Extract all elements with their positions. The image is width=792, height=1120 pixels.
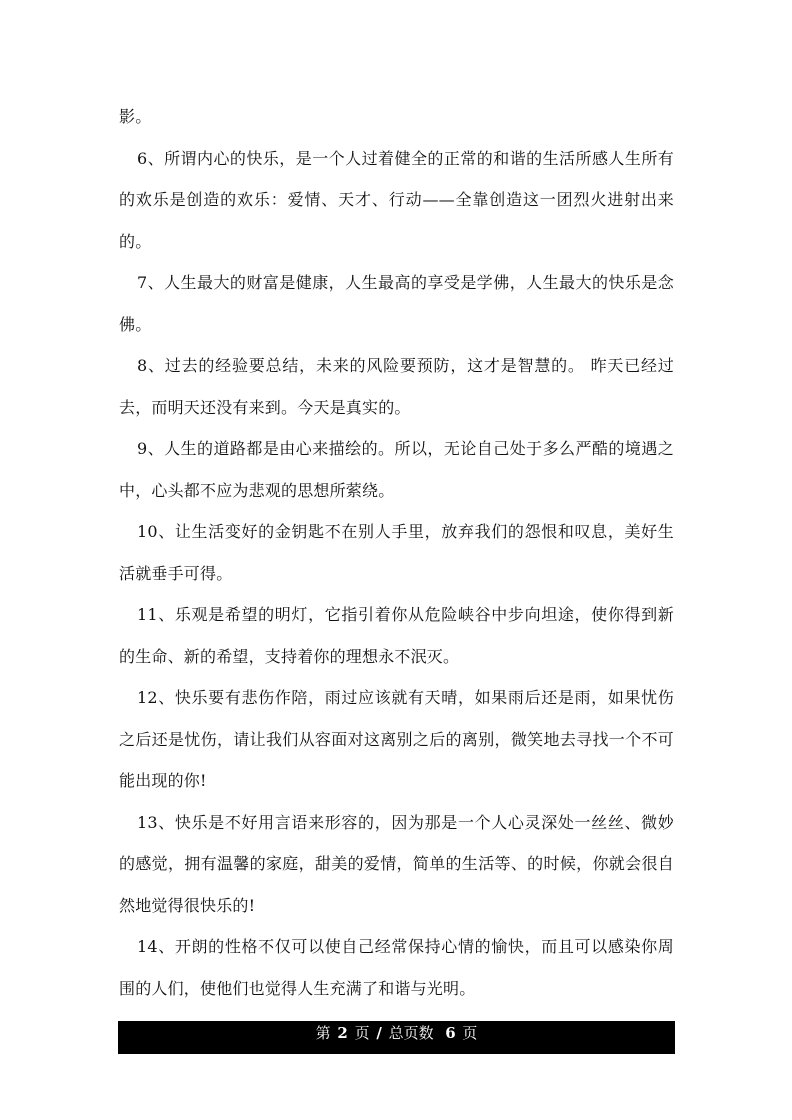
paragraph-item-7: 7、人生最大的财富是健康，人生最高的享受是学佛，人生最大的快乐是念佛。 <box>119 273 674 334</box>
footer-current-page: 2 <box>337 1024 348 1042</box>
footer-total-pages: 6 <box>445 1024 456 1042</box>
paragraph-item-13: 13、快乐是不好用言语来形容的，因为那是一个人心灵深处一丝丝、微妙的感觉，拥有温馨的家庭，甜美的爱情，简单的生活等、的时候，你就会很自然地觉得很快乐的! <box>119 812 674 915</box>
paragraph-item-9: 9、人生的道路都是由心来描绘的。所以，无论自己处于多么严酷的境遇之中，心头都不应为悲观的思想所萦绕。 <box>119 439 674 500</box>
paragraph-item-10: 10、让生活变好的金钥匙不在别人手里，放弃我们的怨恨和叹息，美好生活就垂手可得。 <box>119 522 674 583</box>
paragraph-item-11: 11、乐观是希望的明灯，它指引着你从危险峡谷中步向坦途，使你得到新的生命、新的希望，支持着你的理想永不泯灭。 <box>119 605 674 666</box>
footer-page-unit: 页 <box>354 1024 370 1042</box>
paragraph-item-8: 8、过去的经验要总结，未来的风险要预防，这才是智慧的。 昨天已经过去，而明天还没有来到。今天是真实的。 <box>119 356 674 417</box>
paragraph-item-12: 12、快乐要有悲伤作陪，雨过应该就有天晴，如果雨后还是雨，如果忧伤之后还是忧伤，请让我们从容面对这离别之后的离别，微笑地去寻找一个不可能出现的你! <box>119 688 674 790</box>
document-body <box>119 96 674 1009</box>
footer-total-label: 总页数 <box>388 1024 434 1042</box>
paragraph-item-14: 14、开朗的性格不仅可以使自己经常保持心情的愉快，而且可以感染你周围的人们，使他们也觉得人生充满了和谐与光明。 <box>119 937 674 998</box>
page-footer <box>118 1021 675 1054</box>
footer-page-prefix: 第 <box>315 1024 331 1042</box>
footer-separator: / <box>376 1024 382 1042</box>
footer-total-unit: 页 <box>462 1024 478 1042</box>
paragraph-item-6: 6、所谓内心的快乐，是一个人过着健全的正常的和谐的生活所感人生所有的欢乐是创造的欢乐：爱情、天才、行动——全靠创造这一团烈火进射出来的。 <box>119 148 674 251</box>
paragraph-fragment: 影。 <box>119 107 152 126</box>
